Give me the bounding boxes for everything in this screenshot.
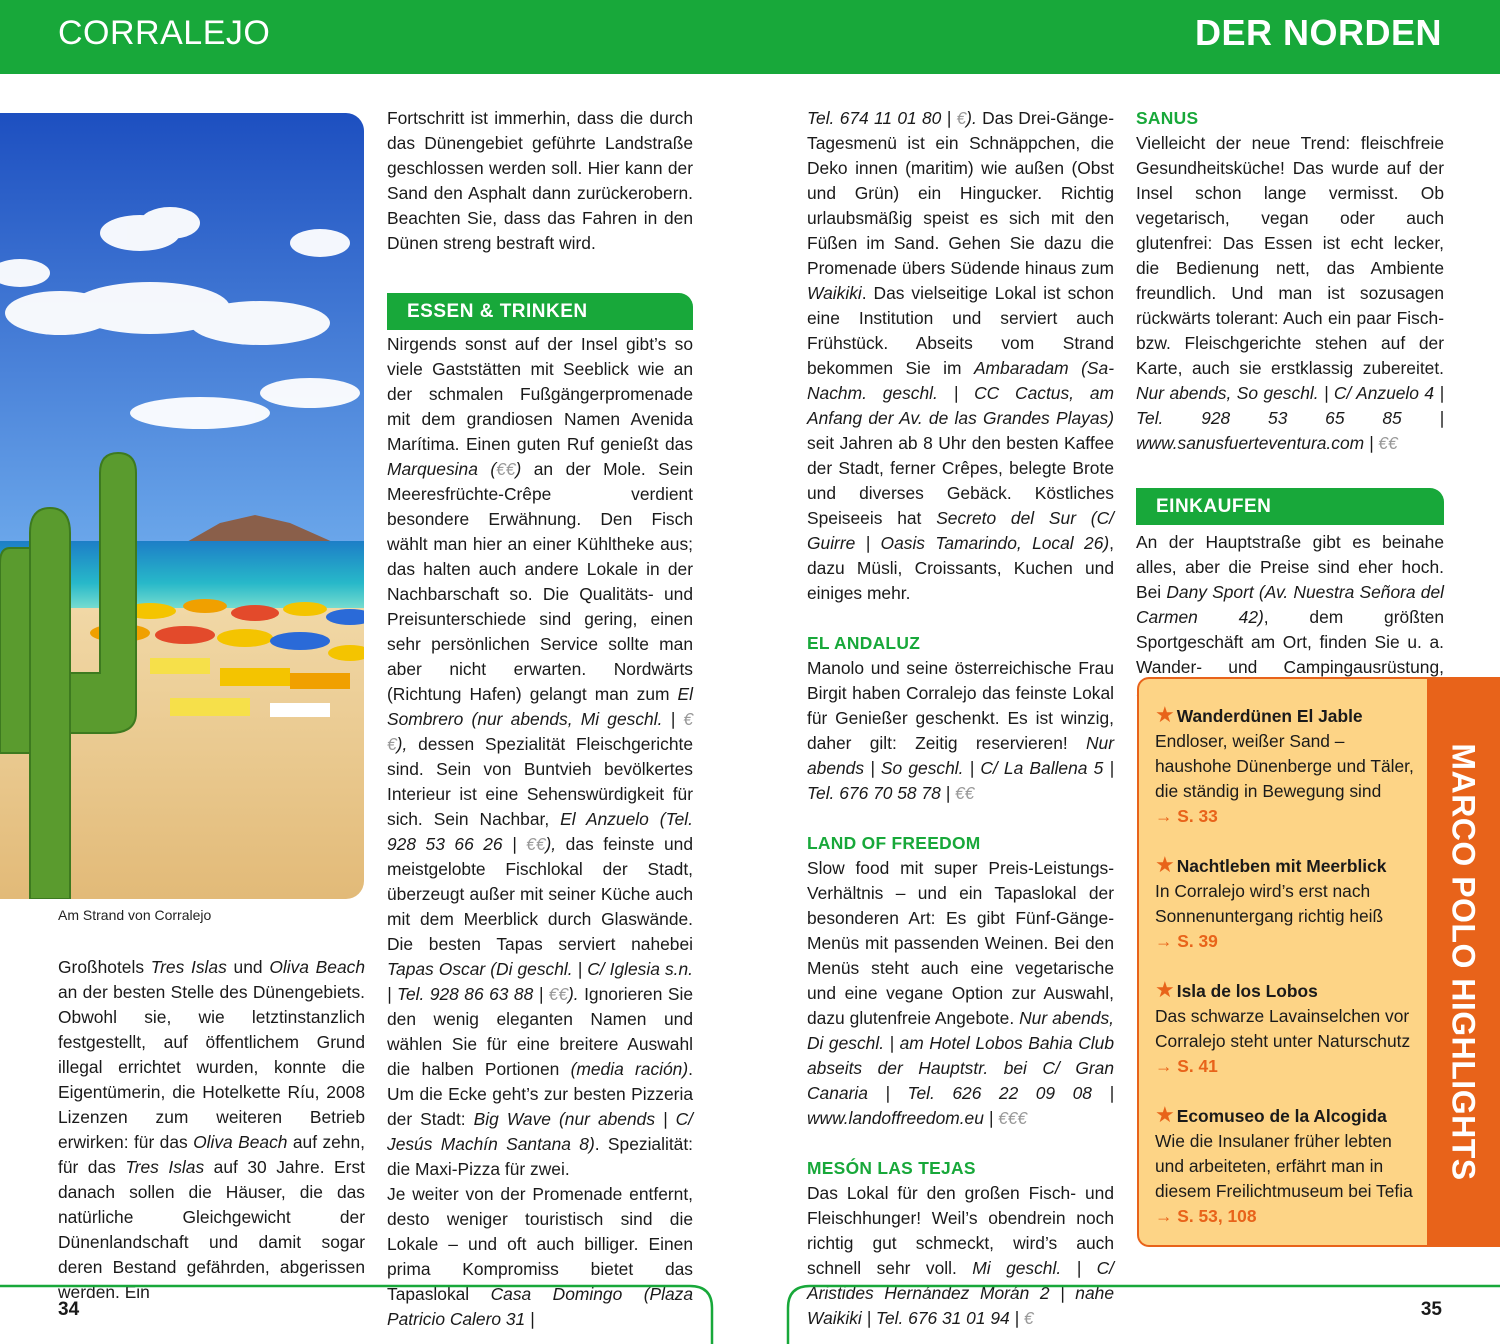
paragraph-einkaufen: An der Hauptstraße gibt es beinahe alles, aber die Preise sind eher hoch. Bei Dany Sport (Av. Nuestra Señora del Carmen 42), dem größten Sportgeschäft am Ort, finden Sie u. a. Wander- und Campingausrüstung, [1136,532,1445,677]
beach-photo [0,113,364,899]
chapter-title: CORRALEJO [58,14,271,52]
paragraph-intro: Fortschritt ist immerhin, dass die durch das Dünengebiet geführte Landstraße geschlossen werden soll. Hier kann der Sand den Asphalt dann zurückerobern. Beachten Sie, dass das Fahren in den Dünen streng bestraft wird. [387,108,693,253]
highlight-item: ★ Ecomuseo de la Alcogida Wie die Insulaner früher lebten und arbeiteten, erfährt man in diesem Freilichtmuseum bei Tefia → S. 53, 108 [1155,1102,1413,1226]
heading-sanus: SANUS [1136,108,1199,128]
column-2 [387,106,693,1332]
page-reference: → S. 41 [1155,1056,1218,1076]
column-4 [1136,106,1444,705]
heading-el-andaluz: EL ANDALUZ [807,633,921,653]
star-icon: ★ [1155,702,1175,727]
highlight-item: ★ Isla de los Lobos Das schwarze Lavainselchen vor Corralejo steht unter Naturschutz → S. 41 [1155,977,1411,1076]
highlight-item: ★ Nachtleben mit Meerblick In Corralejo wird’s erst nach Sonnenuntergang richtig heiß → S. 39 [1155,854,1423,954]
page-number-right: 35 [1420,1299,1442,1320]
heading-land-of-freedom: LAND OF FREEDOM [807,833,981,853]
highlights-side-title: MARCO POLO HIGHLIGHTS [1445,743,1482,1181]
paragraph-promenade: Je weiter von der Promenade entfernt, desto weniger touristisch sind die Lokale – und oft auch billiger. Einen prima Kompromiss bietet das Tapaslokal Casa Domingo (Plaza Patricio Calero 31 | [387,1184,693,1329]
highlights-side-bar [1427,677,1500,1247]
highlights-box [1137,677,1500,1247]
paragraph-el-andaluz: Manolo und seine österreichische Frau Birgit haben Corralejo das feinste Lokal für Genießer geschenkt. Es ist winzig, daher gilt: Zeitig reservieren! Nur abends | So geschl. | C/ La Ballena 5 | Tel. 676 70 58 78 | €€ [807,658,1114,803]
paragraph-casa-domingo: Tel. 674 11 01 80 | €). Das Drei-Gänge-Tagesmenü ist ein Schnäppchen, die Deko innen (maritim) wie außen (Obst und Grün) ein Hingucker. Richtig urlaubsmäßig speist es sich mit den Füßen im Sand. Gehen Sie dazu die Promenade übers Südende hinaus zum Waikiki. Das vielseitige Lokal ist schon eine Institution und serviert auch Frühstück. Abseits vom Strand bekommen Sie im Ambaradam (Sa-Nachm. geschl. | CC Cactus, am Anfang der Av. de las Grandes Playas) seit Jahren ab 8 Uhr den besten Kaffee der Stadt, ferner Crêpes, belegte Brote und diverses Gebäck. Köstliches Speiseeis hat Secreto del Sur (C/ Guirre | Oasis Tamarindo, Local 26), dazu Müsli, Croissants, Kuchen und einiges mehr. [807,108,1114,603]
photo-caption: Am Strand von Corralejo [0,899,226,931]
paragraph-land-of-freedom: Slow food mit super Preis-Leistungs-Verhältnis – und ein Tapaslokal der besonderen Art: Es gibt Fünf-Gänge-Menüs mit passenden Weinen. Bei den Menüs steht auch eine vegetarische und eine vegane Option zur Auswahl, dazu glutenfreie Angebote. Nur abends, Di geschl. | am Hotel Lobos Bahia Club abseits der Hauptstr. bei C/ Gran Canaria | Tel. 626 22 09 08 | www.landoffreedom.eu | €€€ [807,858,1114,1128]
footer-lines [0,1284,1500,1344]
section-title: DER NORDEN [1194,12,1442,53]
page-number-left: 34 [58,1299,80,1320]
section-tab-essen: ESSEN & TRINKEN [387,293,693,330]
page-header [0,0,1500,74]
paragraph-hotels: Großhotels Tres Islas und Oliva Beach an der besten Stelle des Dünengebiets. Obwohl sie, wie letztinstanzlich festgestellt, auf öffentlichem Grund illegal errichtet wurden, konnte die Eigentümerin, die Hotelkette Ríu, 2008 Lizenzen zum weiteren Betrieb erwirken: für das Oliva Beach auf zehn, für das Tres Islas auf 30 Jahre. Erst danach sollen die Häuser, die das natürliche Gleichgewicht der Dünenlandschaft und damit sogar deren Bestand gefährden, abgerissen werden. Ein [58,957,365,1302]
column-1 [58,955,365,1305]
paragraph-meson-las-tejas: Das Lokal für den großen Fisch- und Fleischhunger! Weil’s obendrein noch richtig gut schmeckt, wird’s auch schnell sehr voll. Mi geschl. | C/ Aristides Hernández Morán 2 | nahe Waikiki | Tel. 676 31 01 94 | € [807,1183,1114,1328]
heading-meson-las-tejas: MESÓN LAS TEJAS [807,1158,976,1178]
paragraph-sanus: Vielleicht der neue Trend: fleischfreie Gesundheitsküche! Das wurde auf der Insel schon lange vermisst. Ob vegetarisch, vegan oder auch glutenfrei: Das Essen ist echt lecker, die Bedienung nett, das Ambiente freundlich. Und man ist sozusagen rückwärts tolerant: Auch ein paar Fisch- bzw. Fleischgerichte stehen auf der Karte, auch sie erstklassig zubereitet. Nur abends, So geschl. | C/ Anzuelo 4 | Tel. 928 53 65 85 | www.sanusfuerteventura.com | €€ [1136,133,1444,453]
page-reference: → S. 53, 108 [1155,1206,1257,1226]
column-3 [807,106,1114,1331]
star-icon: ★ [1155,852,1175,877]
page-reference: → S. 33 [1155,806,1218,826]
beach-illustration [0,113,364,899]
highlight-item: ★ Wanderdünen El Jable Endloser, weißer Sand – haushohe Dünenberge und Täler, die ständig in Bewegung sind → S. 33 [1155,704,1423,829]
star-icon: ★ [1155,1102,1175,1127]
page-reference: → S. 39 [1155,931,1218,951]
section-tab-einkaufen: EINKAUFEN [1136,488,1444,525]
star-icon: ★ [1155,977,1175,1002]
paragraph-essen: Nirgends sonst auf der Insel gibt’s so viele Gaststätten mit Seeblick wie an der schmalen Fußgängerpromenade mit dem grandiosen Namen Avenida Marítima. Einen guten Ruf genießt das Marquesina (€€) an der Mole. Sein Meeresfrüchte-Crêpe verdient besondere Erwähnung. Den Fisch wählt man hier an einer Kühltheke aus; das halten auch andere Lokale in der Nachbarschaft so. Die Qualitäts- und Preisunterschiede sind gering, einen sehr persönlichen Service sollte man aber nicht erwarten. Nordwärts (Richtung Hafen) gelangt man zum El Sombrero (nur abends, Mi geschl. | €€), dessen Spezialität Fleischgerichte sind. Sein von Buntvieh bevölkertes Interieur ist eine Sehenswürdigkeit für sich. Sein Nachbar, El Anzuelo (Tel. 928 53 66 26 | €€), das feinste und meistgelobte Fischlokal der Stadt, überzeugt außer mit seiner Küche auch mit dem Meerblick durch Glaswände. Die besten Tapas serviert nahebei Tapas Oscar (Di geschl. | C/ Iglesia s.n. | Tel. 928 86 63 88 | €€). Ignorieren Sie den wenig eleganten Namen und wählen Sie für eine breitere Auswahl die halben Portionen (media ración). Um die Ecke geht’s zur besten Pizzeria der Stadt: Big Wave (nur abends | C/ Jesús Machín Santana 8). Spezialität: die Maxi-Pizza für zwei. [387,334,693,1179]
